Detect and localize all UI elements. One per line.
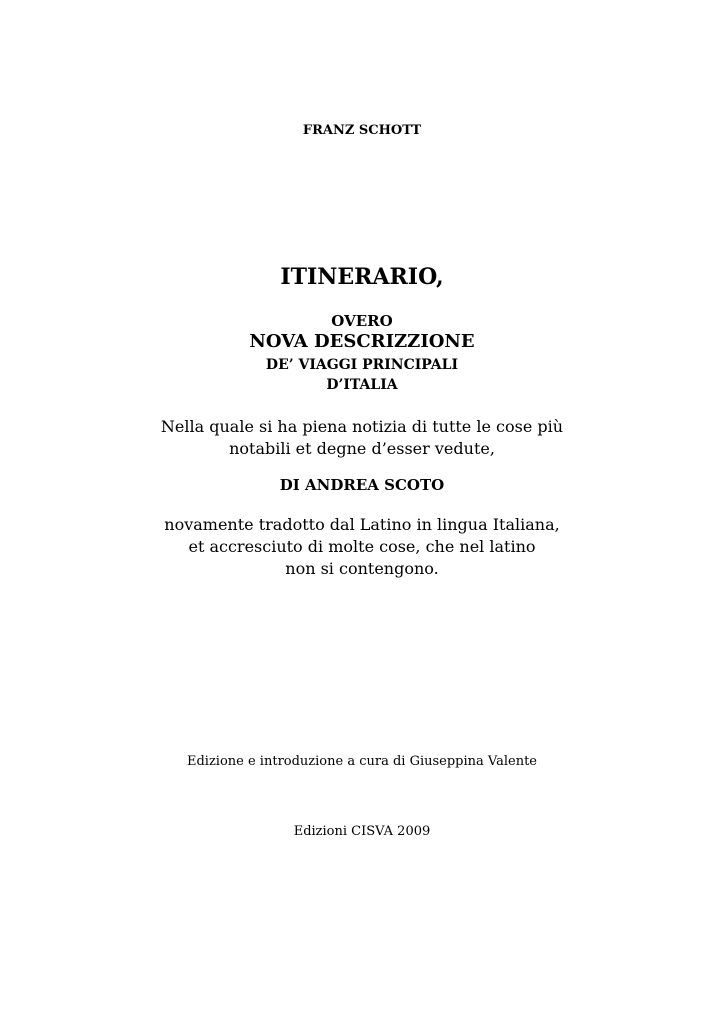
author-attribution: DI ANDREA SCOTO	[279, 476, 445, 494]
translation-paragraph	[0, 514, 724, 580]
description-line-2: notabili et degne d’esser vedute,	[229, 439, 495, 458]
translation-line-1: novamente tradotto dal Latino in lingua Italiana,	[164, 515, 560, 534]
description-line-1: Nella quale si ha piena notizia di tutte le cose più	[160, 417, 564, 436]
translation-line-2: et accresciuto di molte cose, che nel latino	[188, 537, 536, 556]
subtitle-line-1: NOVA DESCRIZZIONE	[249, 331, 475, 352]
edition-note: Edizione e introduzione a cura di Giuseppina Valente	[186, 754, 538, 769]
author-name: FRANZ SCHOTT	[302, 123, 422, 138]
description-paragraph	[0, 416, 724, 460]
publisher-line: Edizioni CISVA 2009	[293, 824, 431, 839]
translation-line-3: non si contengono.	[285, 559, 439, 578]
subtitle-line-3: D’ITALIA	[326, 377, 398, 393]
subtitle-line-2: DE’ VIAGGI PRINCIPALI	[265, 357, 459, 373]
book-title: ITINERARIO,	[280, 264, 444, 290]
overo-heading: OVERO	[331, 312, 393, 330]
